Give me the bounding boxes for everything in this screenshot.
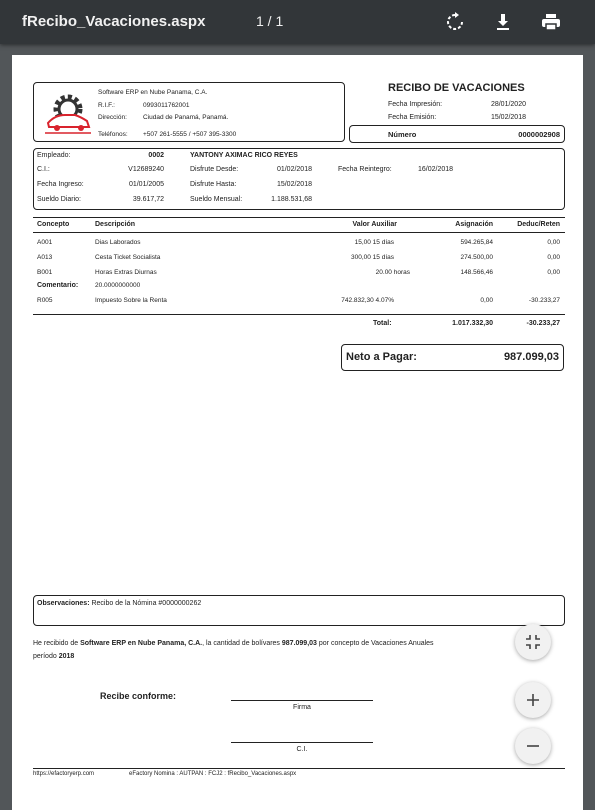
document-title: fRecibo_Vacaciones.aspx <box>22 13 206 30</box>
net-pay-label: Neto a Pagar: <box>346 351 417 363</box>
address-label: Dirección: <box>98 114 127 121</box>
row-aux-value: 15,00 15 días <box>354 239 394 246</box>
employee-name: YANTONY AXIMAC RICO REYES <box>190 152 298 159</box>
company-logo <box>43 91 93 137</box>
ci-signature-label: C.I. <box>296 746 308 753</box>
receipt-number-value: 0000002908 <box>518 130 560 139</box>
observations-text: Recibo de la Nómina #0000000262 <box>91 600 202 607</box>
employee-label: Empleado: <box>37 152 71 159</box>
enjoy-from-value: 01/02/2018 <box>276 166 312 173</box>
hire-value: 01/01/2005 <box>128 181 164 188</box>
enjoy-to-value: 15/02/2018 <box>276 181 312 188</box>
row-concept: R005 <box>37 297 53 304</box>
row-aux-value: 742.832,30 4.07% <box>341 297 394 304</box>
enjoy-from-label: Disfrute Desde: <box>190 166 239 173</box>
viewer-toolbar <box>0 0 595 44</box>
footer-url: https://efactoryerp.com <box>33 771 95 777</box>
net-pay-value: 987.099,03 <box>503 351 559 363</box>
row-description: Horas Extras Diurnas <box>95 269 157 276</box>
page-indicator: 1 / 1 <box>256 13 284 29</box>
daily-salary-value: 39.617,72 <box>132 196 164 203</box>
table-bottom-rule <box>33 314 565 315</box>
employee-code: 0002 <box>148 152 164 159</box>
total-assignment: 1.017.332,30 <box>452 320 493 327</box>
reentry-label: Fecha Reintegro: <box>338 166 392 173</box>
ci-value: V12689240 <box>128 166 164 173</box>
fit-page-button[interactable] <box>515 624 551 660</box>
row-assignment: 148.566,46 <box>460 269 493 276</box>
hire-label: Fecha Ingreso: <box>37 181 84 188</box>
row-deduction: -30.233,27 <box>528 297 560 304</box>
total-label: Total: <box>373 320 392 327</box>
receipt-number-label: Número <box>388 130 417 139</box>
zoom-in-button[interactable] <box>515 682 551 718</box>
observations-label: Observaciones: <box>37 600 90 607</box>
signature-line <box>231 700 373 701</box>
statement-text: , la cantidad de bolívares <box>202 640 282 647</box>
minus-icon <box>524 737 542 755</box>
daily-salary-label: Sueldo Diario: <box>37 196 81 203</box>
row-concept: A001 <box>37 239 53 246</box>
plus-icon <box>524 691 542 709</box>
row-assignment: 594.265,84 <box>460 239 493 246</box>
ci-label: C.I.: <box>37 166 50 173</box>
row-aux-value: 300,00 15 días <box>350 254 394 261</box>
row-description: Cesta Ticket Socialista <box>95 254 161 261</box>
issue-date-value: 15/02/2018 <box>490 114 526 121</box>
receipt-statement <box>33 637 503 663</box>
row-deduction: 0,00 <box>547 269 560 276</box>
address-value: Ciudad de Panamá, Panamá. <box>143 114 229 121</box>
comment-label: Comentario: <box>37 282 79 289</box>
row-assignment: 274.500,00 <box>460 254 493 261</box>
row-deduction: 0,00 <box>547 254 560 261</box>
zoom-out-button[interactable] <box>515 728 551 764</box>
print-date-value: 28/01/2020 <box>490 101 526 108</box>
rif-value: 0993011762001 <box>143 102 190 109</box>
company-name: Software ERP en Nube Panama, C.A. <box>98 89 208 96</box>
row-concept: B001 <box>37 269 53 276</box>
row-concept: A013 <box>37 254 53 261</box>
footer-info: eFactory Nomina : AUTPAN : FCJ2 : fRecibo_Vacaciones.aspx <box>129 771 297 777</box>
observations-line <box>37 600 201 607</box>
print-date-label: Fecha Impresión: <box>388 101 443 108</box>
statement-text: por concepto de Vacaciones Anuales <box>316 640 434 647</box>
receipt-title: RECIBO DE VACACIONES <box>388 82 525 94</box>
document-page <box>12 55 583 810</box>
total-deduction: -30.233,27 <box>526 320 560 327</box>
col-header-description: Descripción <box>95 221 136 228</box>
row-description: Impuesto Sobre la Renta <box>95 297 167 304</box>
row-deduction: 0,00 <box>547 239 560 246</box>
row-assignment: 0,00 <box>480 297 493 304</box>
ci-signature-line <box>231 742 373 743</box>
phones-value: +507 261-5555 / +507 395-3300 <box>143 131 237 138</box>
statement-amount: 987.099,03 <box>281 640 317 647</box>
phones-label: Teléfonos: <box>98 131 128 138</box>
enjoy-to-label: Disfrute Hasta: <box>190 181 237 188</box>
comment-value: 20.0000000000 <box>95 282 141 289</box>
table-header-rule <box>33 232 565 233</box>
reentry-value: 16/02/2018 <box>418 166 454 173</box>
footer-rule <box>33 768 565 769</box>
monthly-salary-label: Sueldo Mensual: <box>190 196 243 203</box>
table-top-rule <box>33 217 565 218</box>
signature-label: Firma <box>293 704 311 711</box>
receive-conform-label: Recibe conforme: <box>100 691 177 701</box>
monthly-salary-value: 1.188.531,68 <box>271 196 312 203</box>
row-aux-value: 20.00 horas <box>375 269 410 276</box>
collapse-icon <box>524 633 542 651</box>
col-header-deduction: Deduc/Reten <box>517 221 560 228</box>
statement-company: Software ERP en Nube Panama, C.A. <box>80 640 203 647</box>
statement-text: período <box>33 653 59 660</box>
issue-date-label: Fecha Emisión: <box>388 114 437 121</box>
col-header-concept: Concepto <box>37 221 70 228</box>
download-icon[interactable] <box>492 11 514 33</box>
col-header-aux-value: Valor Auxiliar <box>352 221 397 228</box>
rif-label: R.I.F.: <box>98 102 115 109</box>
statement-text: He recibido de <box>33 640 81 647</box>
row-description: Dias Laborados <box>95 239 141 246</box>
col-header-assignment: Asignación <box>455 221 493 228</box>
statement-year: 2018 <box>58 653 75 660</box>
print-icon[interactable] <box>540 11 562 33</box>
rotate-icon[interactable] <box>444 11 466 33</box>
